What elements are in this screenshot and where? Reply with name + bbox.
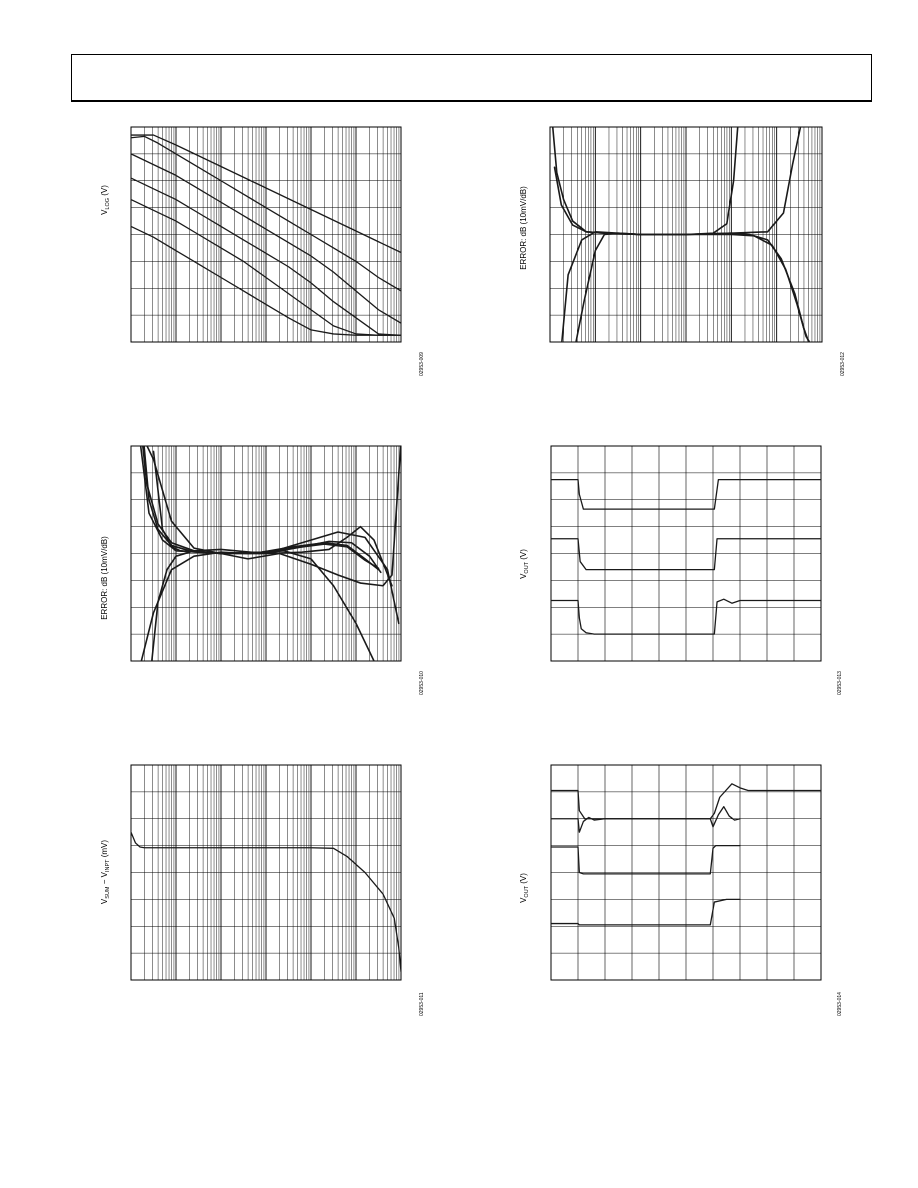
figure-id: 02953-012 (840, 352, 846, 376)
y-axis-label (100, 536, 109, 620)
y-axis-label (100, 185, 111, 215)
y-axis-label (519, 186, 528, 270)
y-axis-label-sub: OUT (524, 561, 530, 574)
error-chart-left (96, 439, 436, 699)
y-axis-label-sub2: INPT (105, 859, 111, 873)
figure-id: 02953-014 (837, 992, 843, 1016)
y-axis-label-main: ERROR: dB (10mV/dB) (519, 186, 528, 270)
y-axis-label-sub: OUT (524, 885, 530, 898)
vsum-chart (96, 758, 436, 1020)
y-axis-label-main: V (519, 897, 528, 903)
vout-chart-lower (515, 758, 855, 1020)
plot-area (131, 441, 401, 667)
y-axis-label-main: V (519, 573, 528, 579)
y-axis-label-unit2: (mV) (100, 839, 109, 860)
plot-area (131, 765, 401, 980)
figure-id: 02953-011 (419, 992, 425, 1016)
y-axis-label-sub: LOG (105, 197, 111, 210)
plot-area (551, 765, 821, 980)
vout-chart-upper (515, 439, 855, 699)
y-axis-label (519, 549, 530, 579)
figure-id: 02953-009 (419, 352, 425, 376)
plot-area (550, 122, 822, 348)
y-axis-label-unit: (V) (519, 549, 528, 562)
error-chart-right (515, 120, 855, 380)
plot-area (551, 446, 821, 661)
y-axis-label-unit: (V) (100, 185, 109, 198)
y-axis-label-main: ERROR: dB (10mV/dB) (100, 536, 109, 620)
page-header-box (71, 54, 872, 102)
figure-id: 02953-010 (419, 671, 425, 695)
y-axis-label (519, 873, 530, 903)
y-axis-label (100, 840, 111, 904)
vlog-chart (96, 120, 436, 380)
y-axis-label-main: V (100, 209, 109, 215)
plot-area (131, 127, 401, 342)
y-axis-label-sub: SUM (105, 886, 111, 899)
y-axis-label-main: V (100, 898, 109, 905)
y-axis-label-unit: (V) (519, 873, 528, 886)
figure-id: 02953-013 (837, 671, 843, 695)
y-axis-label-unit: − V (100, 872, 109, 887)
